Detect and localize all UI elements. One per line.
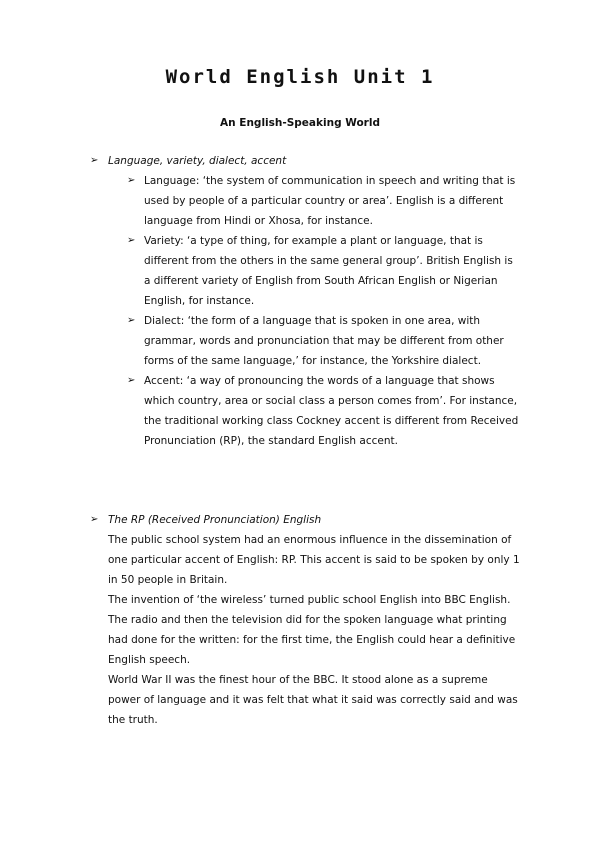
paragraph: The radio and then the television did for the spoken language what printing had done for the written: for the first time, the English could hear a definitive English speech. bbox=[108, 614, 516, 666]
arrow-bullet-icon: ➢ bbox=[127, 375, 136, 386]
list-item-text: Accent: ‘a way of pronouncing the words of a language that shows which country, area or social class a person comes from’. For instance, the traditional working class Cockney accent is different from Received Pronunciation (RP), the standard English accent. bbox=[144, 375, 519, 447]
section-heading bbox=[90, 510, 530, 530]
definition-list bbox=[127, 171, 519, 451]
arrow-bullet-icon: ➢ bbox=[90, 155, 99, 166]
section-language-variety bbox=[90, 151, 530, 451]
list-item-text: Dialect: ‘the form of a language that is spoken in one area, with grammar, words and pronunciation that may be different from other forms of the same language,’ for instance, the Yorkshire dialect. bbox=[144, 315, 504, 367]
paragraph: The invention of ‘the wireless’ turned public school English into BBC English. bbox=[108, 594, 511, 606]
list-item-text: Variety: ‘a type of thing, for example a plant or language, that is different from the others in the same general group’. British English is a different variety of English from South African English or Nigerian English, for instance. bbox=[144, 235, 513, 307]
list-item-accent bbox=[127, 371, 519, 451]
section-heading bbox=[90, 151, 530, 171]
paragraph: The public school system had an enormous influence in the dissemination of one particular accent of English: RP. This accent is said to be spoken by only 1 in 50 people in Britain. bbox=[108, 534, 520, 586]
list-item-dialect bbox=[127, 311, 519, 371]
list-item-variety bbox=[127, 231, 519, 311]
page-title: World English Unit 1 bbox=[165, 66, 435, 88]
arrow-bullet-icon: ➢ bbox=[90, 514, 99, 525]
arrow-bullet-icon: ➢ bbox=[127, 235, 136, 246]
arrow-bullet-icon: ➢ bbox=[127, 315, 136, 326]
list-item-text: Language: ‘the system of communication in speech and writing that is used by people of a particular country or area’. English is a different language from Hindi or Xhosa, for instance. bbox=[144, 175, 516, 227]
section-heading-text: The RP (Received Pronunciation) English bbox=[108, 514, 322, 526]
list-item-language bbox=[127, 171, 519, 231]
section-heading-text: Language, variety, dialect, accent bbox=[108, 155, 287, 167]
paragraph: World War II was the finest hour of the BBC. It stood alone as a supreme power of language and it was felt that what it said was correctly said and was the truth. bbox=[108, 674, 518, 726]
arrow-bullet-icon: ➢ bbox=[127, 175, 136, 186]
section-rp-english bbox=[90, 510, 530, 730]
page-subtitle: An English-Speaking World bbox=[220, 117, 380, 129]
